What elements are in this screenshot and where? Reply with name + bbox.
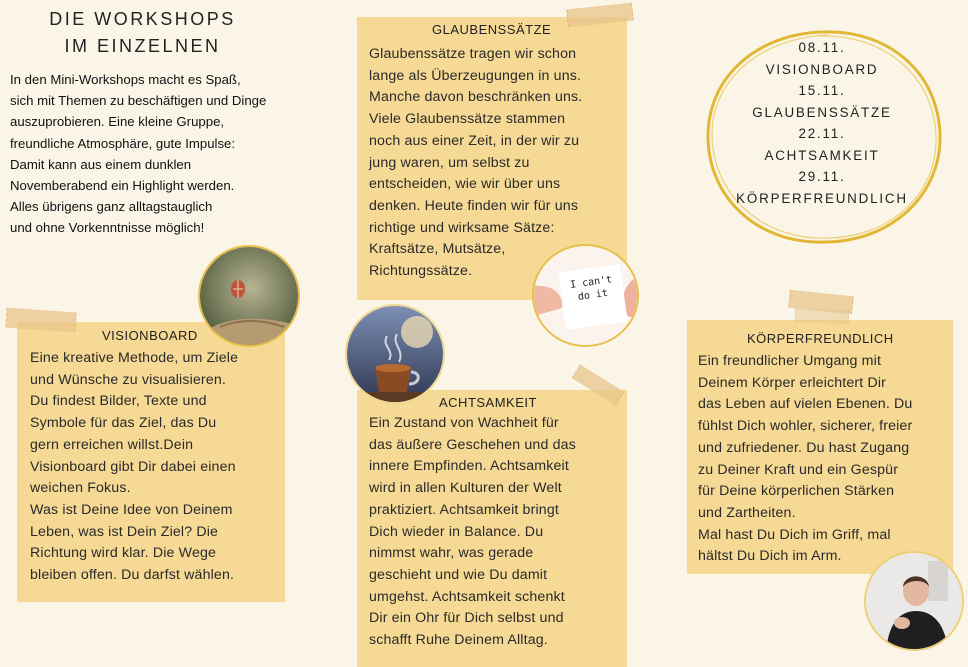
schedule-topic: KÖRPERFREUNDLICH — [736, 190, 908, 206]
card-line: praktiziert. Achtsamkeit bringt — [369, 501, 559, 518]
card-line: fühlst Dich wohler, sicherer, freier — [698, 418, 913, 435]
card-line: zu Deiner Kraft und ein Gespür — [698, 461, 899, 478]
intro-text — [10, 69, 280, 239]
card-line: für Deine körperlichen Stärken — [698, 483, 895, 500]
schedule-date: 22.11. — [798, 126, 846, 141]
intro-line: Novemberabend ein Highlight werden. — [10, 178, 235, 194]
schedule-list — [702, 37, 942, 209]
card-line: wird in allen Kulturen der Welt — [369, 480, 562, 497]
card-line: Deinem Körper erleichtert Dir — [698, 374, 887, 391]
intro-line: Damit kann aus einem dunklen — [10, 156, 192, 172]
woman-image — [866, 553, 964, 651]
card-line: und zufriedener. Du hast Zugang — [698, 439, 910, 456]
card-line: Eine kreative Methode, um Ziele — [30, 350, 239, 366]
card-line: schafft Ruhe Deinem Alltag. — [369, 632, 548, 649]
glaubenssaetze-photo — [532, 244, 639, 347]
card-title: GLAUBENSSÄTZE — [432, 22, 552, 37]
card-line: das äußere Geschehen und das — [369, 436, 576, 453]
card-line: Was ist Deine Idee von Deinem — [30, 501, 233, 518]
balloon-hand-image — [200, 247, 300, 347]
achtsamkeit-photo — [345, 304, 445, 404]
schedule-topic: VISIONBOARD — [765, 61, 879, 77]
card-line: lange als Überzeugungen in uns. — [369, 67, 582, 84]
card-title: ACHTSAMKEIT — [439, 395, 537, 410]
card-line: Du findest Bilder, Texte und — [30, 393, 207, 410]
schedule-circle — [702, 26, 946, 248]
card-line: weichen Fokus. — [30, 480, 131, 497]
card-line: Dich wieder in Balance. Du — [369, 523, 544, 540]
card-line: umgehst. Achtsamkeit schenkt — [369, 588, 565, 605]
intro-line: auszuprobieren. Eine kleine Gruppe, — [10, 114, 225, 130]
card-line: Symbole für das Ziel, das Du — [30, 415, 217, 432]
page-title — [0, 6, 285, 60]
card-line: jung waren, um selbst zu — [369, 154, 530, 171]
card-line: Leben, was ist Dein Ziel? Die — [30, 523, 219, 540]
card-line: Visionboard gibt Dir dabei einen — [30, 458, 236, 475]
card-koerperfreundlich — [687, 320, 953, 574]
card-line: Ein freundlicher Umgang mit — [698, 353, 882, 369]
intro-line: sich mit Themen zu beschäftigen und Dinge — [10, 93, 267, 109]
title-line-1: DIE WORKSHOPS — [49, 9, 236, 29]
card-line: entscheiden, wie wir über uns — [369, 176, 561, 193]
card-line: Richtung wird klar. Die Wege — [30, 545, 217, 562]
card-title: VISIONBOARD — [102, 328, 198, 343]
card-line: nimmst wahr, was gerade — [369, 545, 534, 562]
card-line: Dir ein Ohr für Dich selbst und — [369, 610, 564, 627]
card-line: Richtungssätze. — [369, 263, 473, 280]
card-line: und Zartheiten. — [698, 504, 796, 521]
card-body — [369, 413, 627, 652]
note-line: I can't — [569, 274, 613, 291]
card-body — [30, 348, 285, 587]
card-line: Manche davon beschränken uns. — [369, 89, 583, 106]
koerperfreundlich-photo — [864, 551, 964, 651]
schedule-date: 29.11. — [798, 169, 846, 184]
card-line: bleiben offen. Du darfst wählen. — [30, 567, 235, 584]
schedule-date: 08.11. — [798, 40, 846, 55]
schedule-topic: ACHTSAMKEIT — [764, 147, 880, 163]
card-line: richtige und wirksame Sätze: — [369, 219, 555, 236]
card-line: noch aus einer Zeit, in der wir zu — [369, 132, 580, 149]
card-line: denken. Heute finden wir für uns — [369, 197, 579, 214]
schedule-topic: GLAUBENSSÄTZE — [752, 104, 892, 120]
card-body — [698, 351, 953, 568]
visionboard-photo — [198, 245, 300, 347]
card-visionboard — [17, 322, 285, 602]
card-line: Kraftsätze, Mutsätze, — [369, 241, 506, 258]
card-line: gern erreichen willst.Dein — [30, 436, 194, 453]
tape-strip — [795, 308, 849, 324]
note-line: do it — [577, 287, 609, 303]
card-line: Mal hast Du Dich im Griff, mal — [698, 526, 891, 543]
card-line: und Wünsche zu visualisieren. — [30, 371, 226, 388]
intro-line: und ohne Vorkenntnisse möglich! — [10, 220, 205, 236]
card-title: KÖRPERFREUNDLICH — [747, 331, 894, 346]
card-line: Glaubenssätze tragen wir schon — [369, 46, 577, 62]
card-line: hältst Du Dich im Arm. — [698, 548, 842, 565]
card-line: innere Empfinden. Achtsamkeit — [369, 458, 569, 475]
card-line: das Leben auf vielen Ebenen. Du — [698, 396, 913, 413]
card-achtsamkeit — [357, 390, 627, 667]
title-line-2: IM EINZELNEN — [64, 36, 221, 56]
schedule-date: 15.11. — [798, 83, 846, 98]
intro-line: In den Mini-Workshops macht es Spaß, — [10, 72, 241, 87]
tea-cup-image — [347, 306, 445, 404]
card-line: geschieht und wie Du damit — [369, 566, 548, 583]
intro-line: freundliche Atmosphäre, gute Impulse: — [10, 135, 236, 151]
card-line: Viele Glaubenssätze stammen — [369, 111, 566, 128]
card-line: Ein Zustand von Wachheit für — [369, 415, 559, 431]
intro-line: Alles übrigens ganz alltagstauglich — [10, 199, 213, 215]
